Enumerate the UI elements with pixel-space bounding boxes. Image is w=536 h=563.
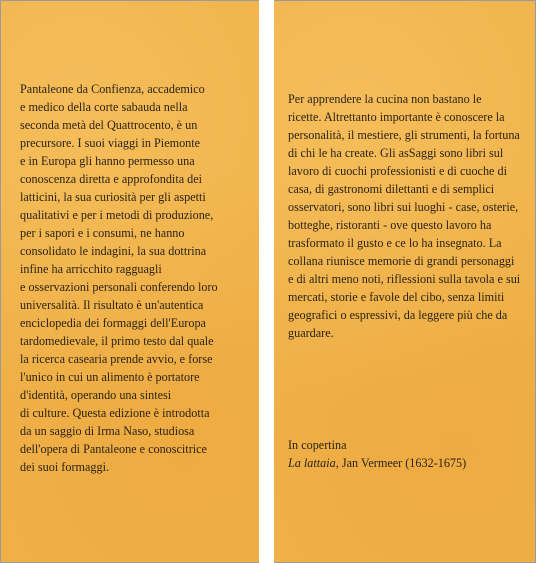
caption-line bbox=[288, 454, 466, 472]
text-line: mercati, storie e favole del cibo, senza limiti bbox=[288, 290, 505, 304]
text-line: botteghe, ristoranti - ove questo lavoro ha bbox=[288, 218, 492, 232]
text-line: qualitativi e per i metodi di produzione, bbox=[20, 208, 214, 222]
cover-caption bbox=[288, 436, 466, 472]
caption-credit: Jan Vermeer (1632-1675) bbox=[338, 456, 467, 470]
text-line: infine ha arricchito ragguagli bbox=[20, 262, 162, 276]
text-line: e osservazioni personali conferendo loro bbox=[20, 280, 218, 294]
text-line: guardare. bbox=[288, 326, 334, 340]
text-line: dei suoi formaggi. bbox=[20, 460, 110, 474]
text-line: consolidato le indagini, la sua dottrina bbox=[20, 244, 207, 258]
text-line: lavoro di cuochi professionisti e di cuoche di bbox=[288, 164, 507, 178]
text-line: e di altri meno noti, riflessioni sulla tavola e sui bbox=[288, 272, 521, 286]
text-line: geografici o espressivi, da leggere più che da bbox=[288, 308, 508, 322]
text-line: e medico della corte sabauda nella bbox=[20, 100, 188, 114]
text-line: latticini, la sua curiosità per gli aspetti bbox=[20, 190, 206, 204]
text-line: universalità. Il risultato è un'autentica bbox=[20, 298, 204, 312]
text-line: casa, di gastronomi dilettanti e di semplici bbox=[288, 182, 495, 196]
right-flap-text bbox=[288, 90, 520, 342]
text-line: Per apprendere la cucina non bastano le bbox=[288, 92, 482, 106]
text-line: da un saggio di Irma Naso, studiosa bbox=[20, 424, 195, 438]
text-line: precursore. I suoi viaggi in Piemonte bbox=[20, 136, 201, 150]
text-line: d'identità, operando una sintesi bbox=[20, 388, 172, 402]
text-line: la ricerca casearia prende avvio, e forse bbox=[20, 352, 213, 366]
caption-title: La lattaia, bbox=[288, 456, 339, 470]
text-line: tardomedievale, il primo testo dal quale bbox=[20, 334, 214, 348]
caption-label: In copertina bbox=[288, 438, 347, 452]
text-line: enciclopedia dei formaggi dell'Europa bbox=[20, 316, 206, 330]
text-line: collana riunisce memorie di grandi personaggi bbox=[288, 254, 515, 268]
text-line: di chi le ha create. Gli asSaggi sono libri sul bbox=[288, 146, 504, 160]
left-flap-text bbox=[20, 80, 218, 476]
text-line: dell'opera di Pantaleone e conoscitrice bbox=[20, 442, 207, 456]
text-line: osservatori, sono libri sui luoghi - case, osterie, bbox=[288, 200, 519, 214]
text-line: seconda metà del Quattrocento, è un bbox=[20, 118, 198, 132]
text-line: conoscenza diretta e approfondita dei bbox=[20, 172, 203, 186]
text-line: Pantaleone da Confienza, accademico bbox=[20, 82, 205, 96]
text-line: di culture. Questa edizione è introdotta bbox=[20, 406, 210, 420]
text-line: per i sapori e i consumi, ne hanno bbox=[20, 226, 185, 240]
text-line: trasformato il gusto e ce lo ha insegnato. La bbox=[288, 236, 502, 250]
text-line: personalità, il mestiere, gli strumenti, la fortuna bbox=[288, 128, 520, 142]
text-line: l'unico in cui un alimento è portatore bbox=[20, 370, 200, 384]
text-line: e in Europa gli hanno permesso una bbox=[20, 154, 195, 168]
center-gutter bbox=[259, 0, 274, 563]
text-line: ricette. Altrettanto importante è conoscere la bbox=[288, 110, 505, 124]
